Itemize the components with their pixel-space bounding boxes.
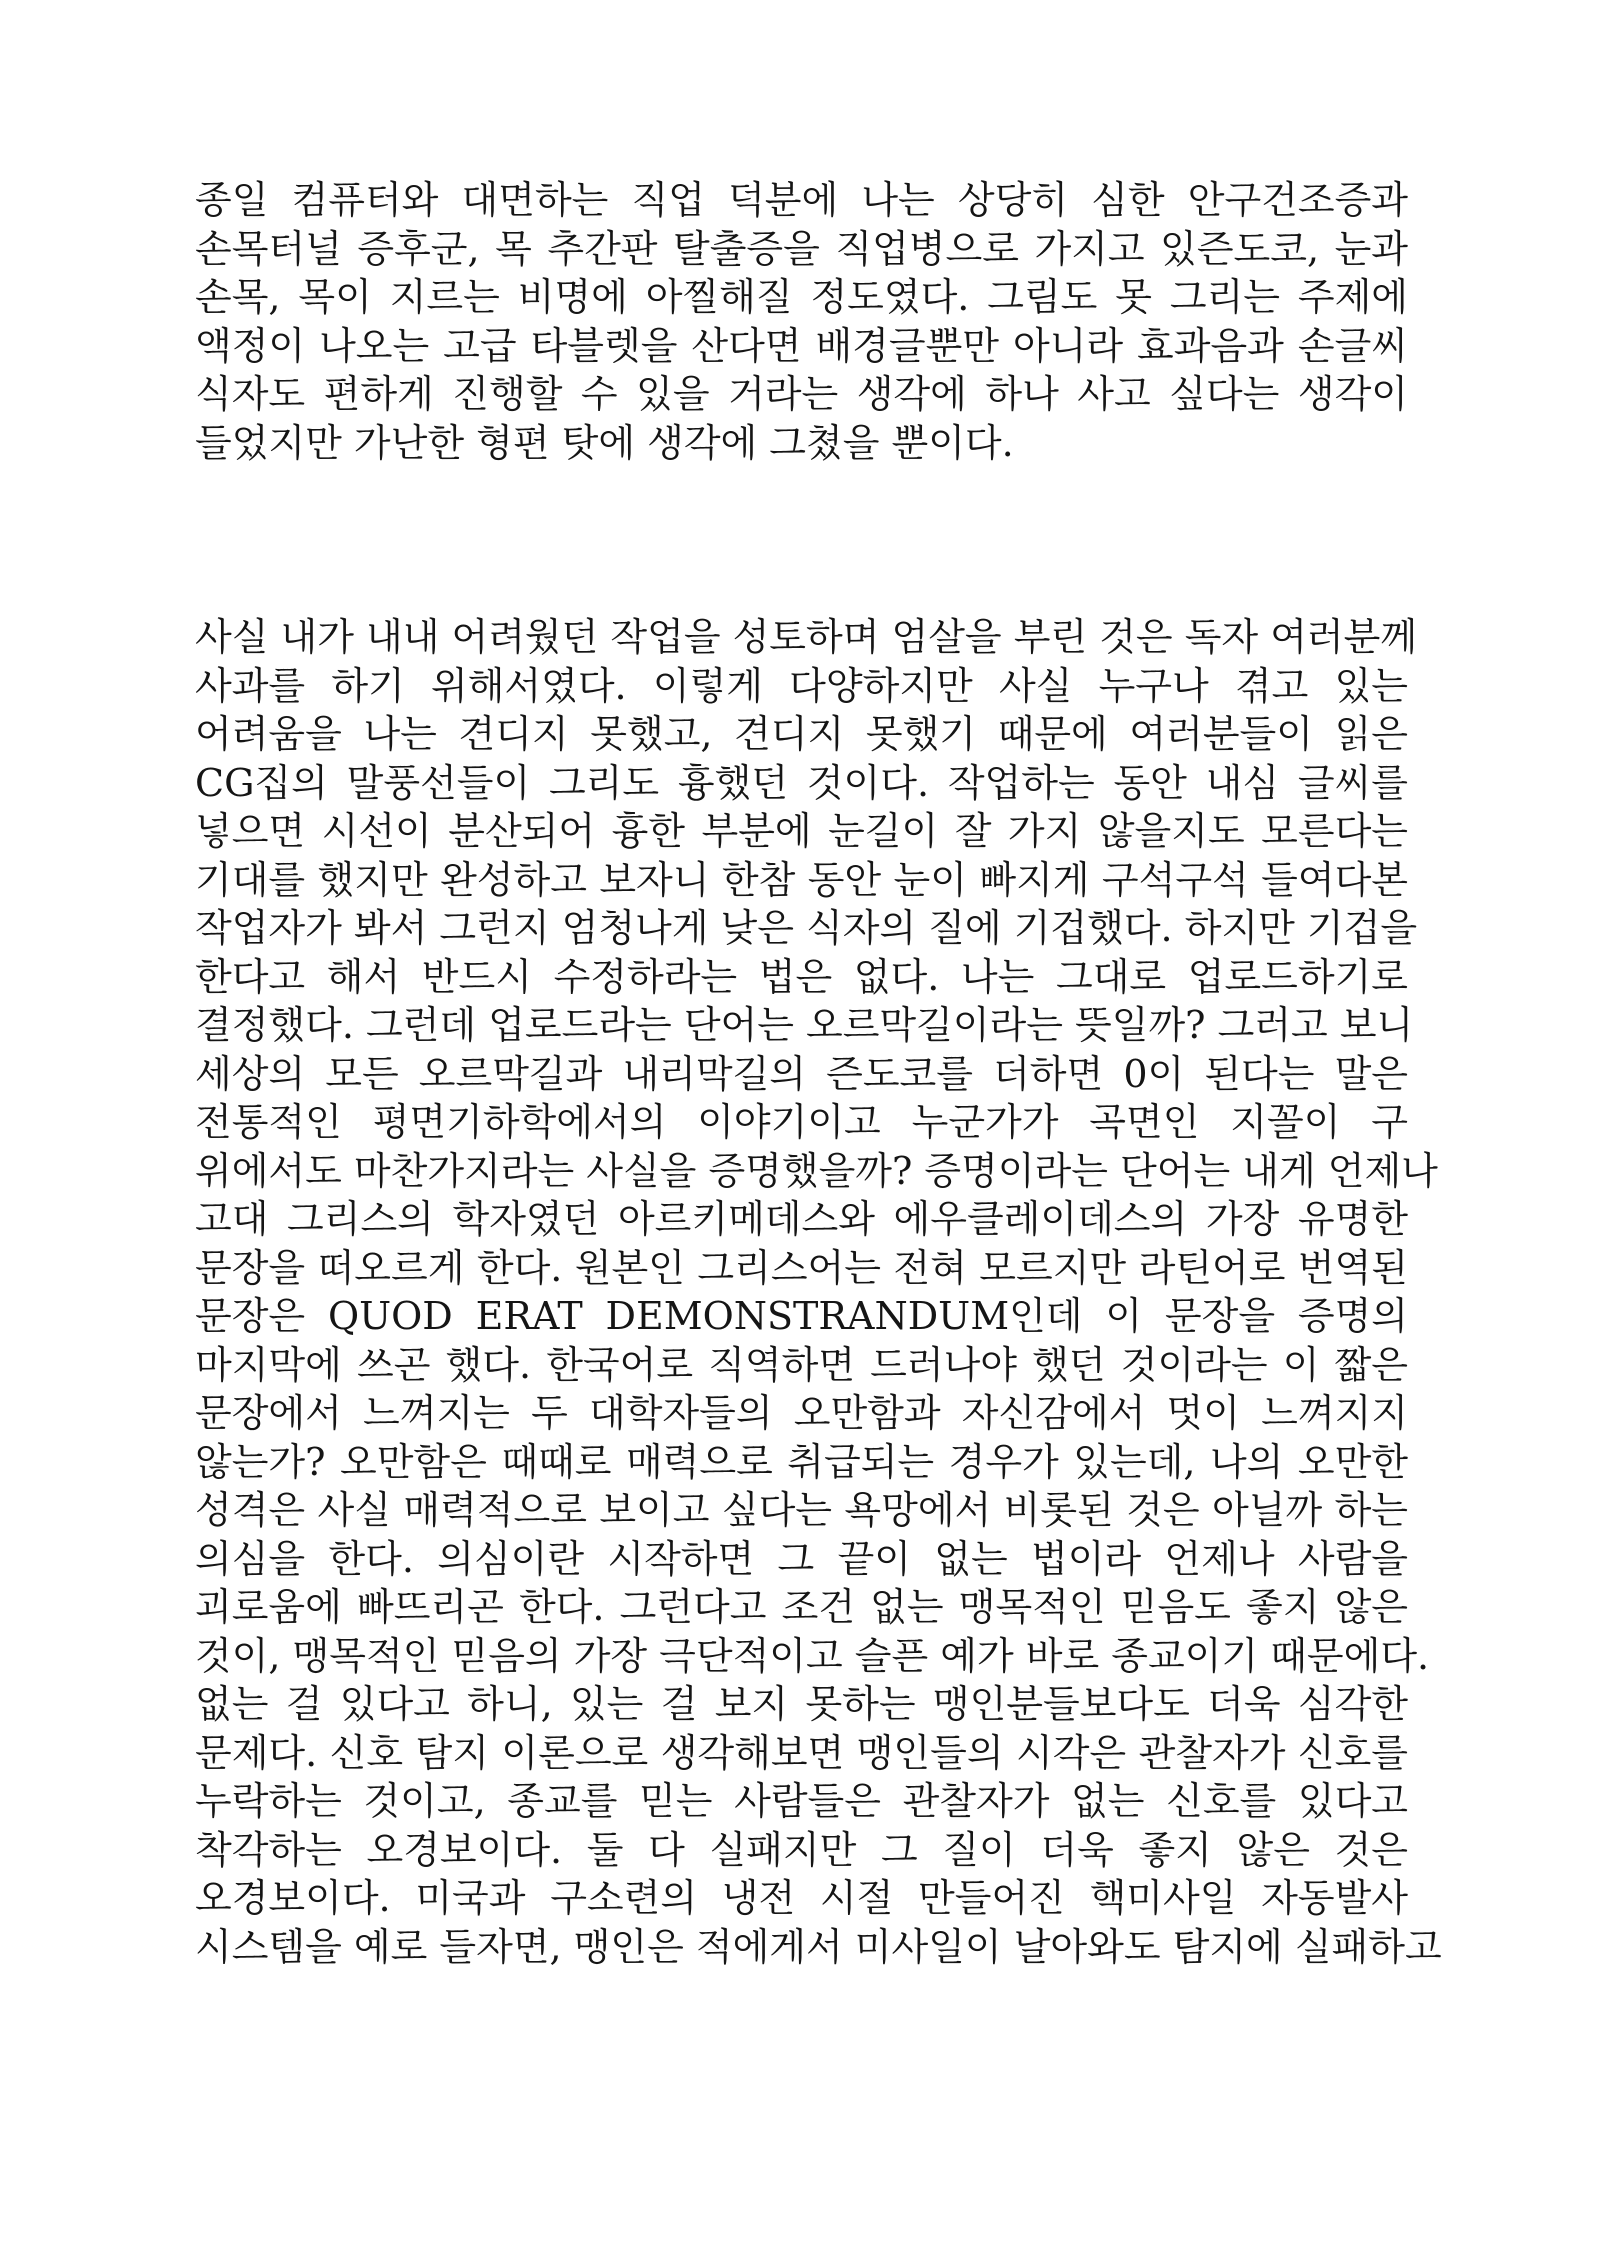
- text-line: 손목터널 증후군, 목 추간판 탈출증을 직업병으로 가지고 있즌도코, 눈과: [195, 226, 1408, 271]
- text-line: 전통적인 평면기하학에서의 이야기이고 누군가가 곡면인 지꼴이 구: [195, 1100, 1408, 1144]
- paragraph-2: [195, 613, 1442, 1971]
- text-line: 성격은 사실 매력적으로 보이고 싶다는 욕망에서 비롯된 것은 아닐까 하는: [195, 1488, 1408, 1532]
- text-line: 작업자가 봐서 그런지 엄청나게 낮은 식자의 질에 기겁했다. 하지만 기겁을: [195, 906, 1418, 950]
- document-page: [195, 176, 1442, 1971]
- text-line: 문장에서 느껴지는 두 대학자들의 오만함과 자신감에서 멋이 느껴지지: [195, 1391, 1408, 1435]
- text-line: 종일 컴퓨터와 대면하는 직업 덕분에 나는 상당히 심한 안구건조증과: [195, 178, 1408, 222]
- text-line: 한다고 해서 반드시 수정하라는 법은 없다. 나는 그대로 업로드하기로: [195, 954, 1408, 999]
- text-line: 사과를 하기 위해서였다. 이렇게 다양하지만 사실 누구나 겪고 있는: [195, 663, 1408, 708]
- text-line: 마지막에 쓰곤 했다. 한국어로 직역하면 드러나야 했던 것이라는 이 짧은: [195, 1342, 1408, 1387]
- text-line: 문장은 QUOD ERAT DEMONSTRANDUM인데 이 문장을 증명의: [195, 1294, 1408, 1338]
- text-line: 액정이 나오는 고급 타블렛을 산다면 배경글뿐만 아니라 효과음과 손글씨: [195, 323, 1408, 368]
- paragraph-1: [195, 176, 1408, 467]
- text-line: 없는 걸 있다고 하니, 있는 걸 보지 못하는 맹인분들보다도 더욱 심각한: [195, 1682, 1408, 1726]
- text-line: 의심을 한다. 의심이란 시작하면 그 끝이 없는 법이라 언제나 사람을: [195, 1536, 1408, 1581]
- text-line: 결정했다. 그런데 업로드라는 단어는 오르막길이라는 뜻일까? 그러고 보니: [195, 1003, 1414, 1047]
- text-line: 손목, 목이 지르는 비명에 아찔해질 정도였다. 그림도 못 그리는 주제에: [195, 275, 1408, 319]
- text-line: 문제다. 신호 탐지 이론으로 생각해보면 맹인들의 시각은 관찰자가 신호를: [195, 1730, 1408, 1775]
- text-line: 착각하는 오경보이다. 둘 다 실패지만 그 질이 더욱 좋지 않은 것은: [195, 1827, 1408, 1872]
- text-line: 누락하는 것이고, 종교를 믿는 사람들은 관찰자가 없는 신호를 있다고: [195, 1779, 1408, 1823]
- text-line: 고대 그리스의 학자였던 아르키메데스와 에우클레이데스의 가장 유명한: [195, 1197, 1408, 1241]
- text-line: 위에서도 마찬가지라는 사실을 증명했을까? 증명이라는 단어는 내게 언제나: [195, 1148, 1438, 1193]
- text-line: 시스템을 예로 들자면, 맹인은 적에게서 미사일이 날아와도 탐지에 실패하고: [195, 1924, 1442, 1969]
- text-line: 것이, 맹목적인 믿음의 가장 극단적이고 슬픈 예가 바로 종교이기 때문에다.: [195, 1633, 1430, 1678]
- text-line: 넣으면 시선이 분산되어 흉한 부분에 눈길이 잘 가지 않을지도 모른다는: [195, 809, 1408, 853]
- text-line: CG집의 말풍선들이 그리도 흉했던 것이다. 작업하는 동안 내심 글씨를: [195, 760, 1408, 805]
- text-line: 세상의 모든 오르막길과 내리막길의 즌도코를 더하면 0이 된다는 말은: [195, 1051, 1408, 1096]
- paragraph-spacer: [195, 467, 1408, 613]
- text-line: 오경보이다. 미국과 구소련의 냉전 시절 만들어진 핵미사일 자동발사: [195, 1876, 1408, 1920]
- text-line: 어려움을 나는 견디지 못했고, 견디지 못했기 때문에 여러분들이 읽은: [195, 712, 1408, 756]
- text-line: 사실 내가 내내 어려웠던 작업을 성토하며 엄살을 부린 것은 독자 여러분께: [195, 615, 1418, 659]
- text-line: 문장을 떠오르게 한다. 원본인 그리스어는 전혀 모르지만 라틴어로 번역된: [195, 1245, 1408, 1290]
- text-line: 괴로움에 빠뜨리곤 한다. 그런다고 조건 없는 맹목적인 믿음도 좋지 않은: [195, 1585, 1408, 1629]
- text-line: 기대를 했지만 완성하고 보자니 한참 동안 눈이 빠지게 구석구석 들여다본: [195, 857, 1408, 902]
- text-line: 식자도 편하게 진행할 수 있을 거라는 생각에 하나 사고 싶다는 생각이: [195, 372, 1408, 416]
- text-line: 않는가? 오만함은 때때로 매력으로 취급되는 경우가 있는데, 나의 오만한: [195, 1439, 1408, 1484]
- text-line: 들었지만 가난한 형편 탓에 생각에 그쳤을 뿐이다.: [195, 420, 1014, 465]
